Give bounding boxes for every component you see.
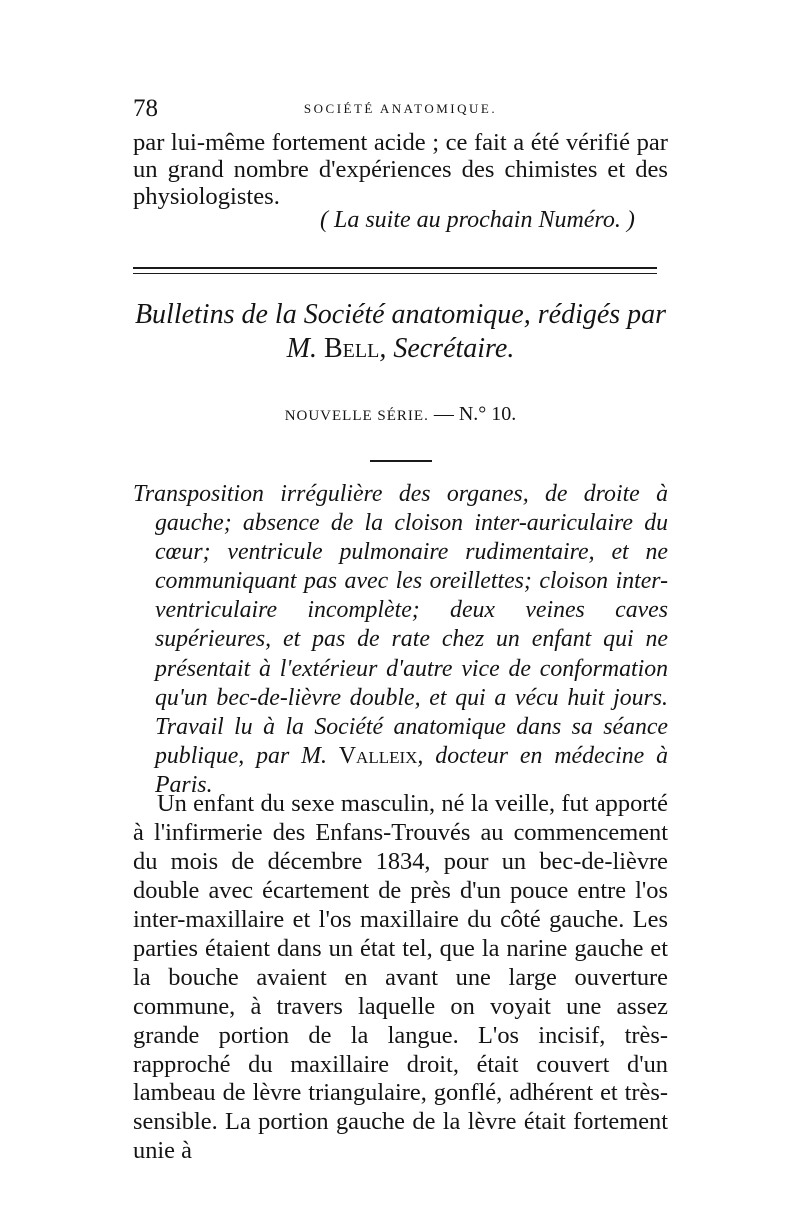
intro-paragraph: par lui-même fortement acide ; ce fait a été vérifié par un grand nombre d'expériences des chimistes et des physiologistes. [133, 129, 668, 210]
bulletins-prefix: M. [286, 333, 317, 364]
page-number: 78 [133, 95, 158, 122]
bulletins-suffix: , Secrétaire. [379, 333, 515, 364]
series-heading [133, 403, 668, 426]
bulletins-line-1: Bulletins de la Société anatomique, rédigés par [134, 299, 667, 330]
series-label: NOUVELLE SÉRIE. [284, 408, 429, 424]
author-name: Valleix [338, 742, 418, 769]
secretary-name: Bell [323, 333, 380, 364]
section-divider [133, 267, 657, 274]
article-title [133, 480, 668, 800]
article-title-text: Transposition irrégulière des organes, de droite à gauche; absence de la cloison inter-auriculaire du cœur; ventricule pulmonaire rudimentaire, et ne communiquant pas avec les oreillettes; cloison inter-ventriculaire incomplète; deux veines caves supérieures, et pas de rate chez un enfant qui ne présentait à l'extérieur d'autre vice de conformation qu'un bec-de-lièvre double, et qui a vécu huit jours. Travail lu à la Société anatomique dans sa séance publique, par M. [133, 481, 668, 769]
body-paragraph: Un enfant du sexe masculin, né la veille, fut apporté à l'infirmerie des Enfans-Trouvés au commencement du mois de décembre 1834, pour un bec-de-lièvre double avec écartement de près d'un pouce entre l'os inter-maxillaire et l'os maxillaire du côté gauche. Les parties étaient dans un état tel, que la narine gauche et la bouche avaient en avant une large ouverture commune, à travers laquelle on voyait une assez grande portion de la langue. L'os incisif, très-rapproché du maxillaire droit, était couvert d'un lambeau de lèvre triangulaire, gonflé, adhérent et très-sensible. La portion gauche de la lèvre était fortement unie à [133, 790, 668, 1165]
bulletins-line-2 [133, 332, 668, 366]
short-divider [370, 460, 432, 462]
suite-note: ( La suite au prochain Numéro. ) [320, 207, 635, 233]
author-credentials: , docteur en médecine à Paris. [155, 742, 668, 798]
bulletins-heading [133, 298, 668, 366]
series-number: N.° 10. [458, 403, 517, 425]
series-dash: — [433, 403, 454, 425]
running-head: SOCIÉTÉ ANATOMIQUE. [303, 101, 498, 116]
page-header [133, 95, 668, 125]
